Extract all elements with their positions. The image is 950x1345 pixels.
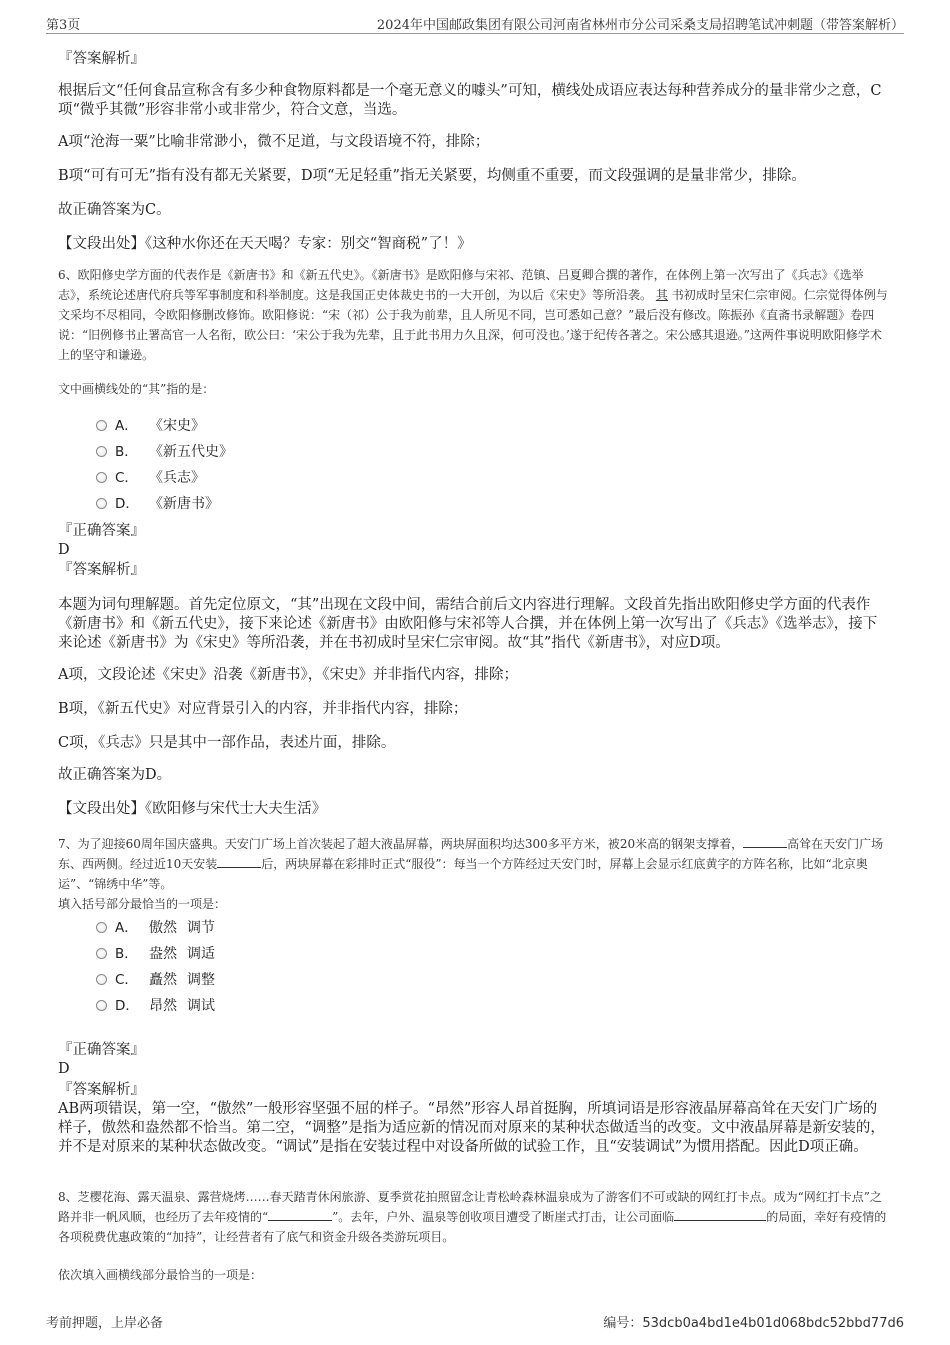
q6-stem-part2: 书初成时呈宋仁宗审阅。仁宗觉得体例与文采均不尽相同，令欧阳修删改修饰。欧阳修说：“宋（祁）公于我为前辈，且人所见不同，岂可悉如己意？”最后没有修改。陈振孙《直斋书录解题》卷四说：“旧例修书止署高官一人名衔，欧公曰：‘宋公于我为先辈，且于此书用力久且深，何可没也。’遂于纪传各著之。宋公感其退逊。”这两件事说明欧阳修学术上的坚守和谦逊。 [58,288,888,362]
q7-stem-part2: 高耸在天安门广场东、西两侧。经过近10天安装 [58,837,884,871]
document-title: 2024年中国邮政集团有限公司河南省林州市分公司采桑支局招聘笔试冲刺题（带答案解析） [376,18,904,33]
option-text: 《新唐书》 [149,496,219,512]
q5-analysis-label: 『答案解析』 [58,51,145,67]
q7-answer: D [58,1061,70,1077]
footer-code [603,1312,904,1331]
option-word-2: 调整 [187,972,215,988]
q7-stem [58,834,890,894]
q6-analysis-label: 『答案解析』 [58,562,145,578]
q5-conclusion: 故正确答案为C。 [58,202,171,218]
q6-conclusion: 故正确答案为D。 [58,767,172,783]
q8-stem [58,1187,890,1247]
radio-icon[interactable] [96,498,107,509]
q6-option-a[interactable] [96,417,205,435]
q6-option-c[interactable] [96,469,205,487]
option-text: 《兵志》 [149,470,205,486]
q8-blank-2 [674,1209,766,1221]
q6-analysis-p1: 本题为词句理解题。首先定位原文，“其”出现在文段中间，需结合前后文内容进行理解。文段首先指出欧阳修史学方面的代表作《新唐书》和《新五代史》，接下来论述《新唐书》由欧阳修与宋祁等人合撰，并在体例上第一次写出了《兵志》《选举志》，接下来论述《新唐书》为《宋史》等所沿袭，并在书初成时呈宋仁宗审阅。故“其”指代《新唐书》，对应D项。 [58,597,878,651]
page-number: 第3页 [46,18,81,33]
q6-analysis-p2: A项，文段论述《宋史》沿袭《新唐书》，《宋史》并非指代内容，排除； [58,667,518,683]
q7-stem-part1: 7、为了迎接60周年国庆盛典。天安门广场上首次装起了超大液晶屏幕，两块屏面积均达300多平方米，被20米高的钢架支撑着， [58,837,744,851]
option-word-1: 盎然 [149,946,177,962]
q8-stem-part3: 的局面，幸好有疫情的各项税费优惠政策的“加持”，让经营者有了底气和资金升级各类游玩项目。 [58,1210,887,1244]
q7-blank-2 [217,856,261,868]
page-header [46,14,904,34]
code-value: 53dcb0a4bd1e4b01d068bdc52bbd77d6 [642,1316,904,1331]
option-word-2: 调节 [187,920,215,936]
q7-option-d[interactable] [96,997,215,1015]
q7-option-c[interactable] [96,971,215,989]
q8-stem-part1: 8、芝樱花海、露天温泉、露营烧烤……春天踏青休闲旅游、夏季赏花拍照留念让青松岭森林温泉成为了游客们不可或缺的网红打卡点。成为“网红打卡点”之路并非一帆风顺，也经历了去年疫情的“ [58,1190,882,1224]
q6-analysis-p4: C项，《兵志》只是其中一部作品，表述片面，排除。 [58,735,396,751]
q5-analysis-p2: A项“沧海一粟”比喻非常渺小，微不足道，与文段语境不符，排除； [58,134,490,150]
radio-icon[interactable] [96,948,107,959]
q6-prompt: 文中画横线处的“其”指的是： [58,382,215,396]
q6-option-b[interactable] [96,443,233,461]
option-word-1: 矗然 [149,972,177,988]
option-text: 《新五代史》 [149,444,233,460]
q7-prompt: 填入括号部分最恰当的一项是： [58,897,227,911]
option-key: A． [115,920,138,936]
q6-stem [58,265,890,365]
option-key: C． [115,972,138,988]
q7-option-b[interactable] [96,945,215,963]
q8-stem-part2: ”。去年，户外、温泉等创收项目遭受了断崖式打击，让公司面临 [332,1210,675,1224]
q5-analysis-p3: B项“可有可无”指有没有都无关紧要，D项“无足轻重”指无关紧要，均侧重不重要，而文段强调的是量非常少，排除。 [58,168,806,184]
radio-icon[interactable] [96,420,107,431]
option-key: A． [115,418,138,434]
q8-prompt: 依次填入画横线部分最恰当的一项是： [58,1268,263,1282]
q5-source: 【文段出处】《这种水你还在天天喝？专家：别交“智商税”了！》 [58,236,472,252]
q6-option-d[interactable] [96,495,219,513]
q6-underlined-word: 其 [655,288,668,302]
option-key: C． [115,470,138,486]
q7-analysis-label: 『答案解析』 [58,1082,145,1098]
radio-icon[interactable] [96,446,107,457]
q7-blank-1 [743,836,787,848]
radio-icon[interactable] [96,472,107,483]
radio-icon[interactable] [96,1000,107,1011]
option-word-2: 调试 [187,998,215,1014]
q7-option-a[interactable] [96,919,215,937]
option-key: D． [115,998,139,1014]
option-word-1: 傲然 [149,920,177,936]
radio-icon[interactable] [96,974,107,985]
q7-answer-label: 『正确答案』 [58,1042,145,1058]
q6-analysis-p3: B项，《新五代史》对应背景引入的内容，并非指代内容，排除； [58,701,468,717]
q6-stem-part1: 6、欧阳修史学方面的代表作是《新唐书》和《新五代史》。《新唐书》是欧阳修与宋祁、范镇、吕夏卿合撰的著作，在体例上第一次写出了《兵志》《选举志》，系统论述唐代府兵等军事制度和科举制度。这是我国正史体裁史书的一大开创，为以后《宋史》等所沿袭。 [58,268,864,302]
option-word-1: 昂然 [149,998,177,1014]
q8-blank-1 [268,1209,332,1221]
q6-source: 【文段出处】《欧阳修与宋代士大夫生活》 [58,801,327,817]
q6-answer-label: 『正确答案』 [58,523,145,539]
footer-slogan: 考前押题，上岸必备 [46,1316,164,1331]
q7-analysis: AB两项错误，第一空，“傲然”一般形容坚强不屈的样子。“昂然”形容人昂首挺胸，所填词语是形容液晶屏幕高耸在天安门广场的样子，傲然和盎然都不恰当。第二空，“调整”是指为适应新的情况而对原来的某种状态做适当的改变。文中液晶屏幕是新安装的，并不是对原来的某种状态做改变。“调试”是指在安装过程中对设备所做的试验工作，且“安装调试”为惯用搭配。因此D项正确。 [58,1101,885,1155]
option-key: D． [115,496,139,512]
option-key: B． [115,946,138,962]
code-label: 编号： [603,1316,643,1331]
option-word-2: 调适 [187,946,215,962]
option-key: B． [115,444,138,460]
q6-answer: D [58,542,70,558]
radio-icon[interactable] [96,922,107,933]
q7-stem-part3: 后，两块屏幕在彩排时正式“服役”：每当一个方阵经过天安门时，屏幕上会显示红底黄字的方阵名称，比如“北京奥运”、“锦绣中华”等。 [58,857,868,891]
option-text: 《宋史》 [149,418,205,434]
q5-analysis-p1: 根据后文“任何食品宣称含有多少种食物原料都是一个毫无意义的噱头”可知，横线处成语应表达每种营养成分的量非常少之意，C项“微乎其微”形容非常小或非常少，符合文意，当选。 [58,83,882,118]
